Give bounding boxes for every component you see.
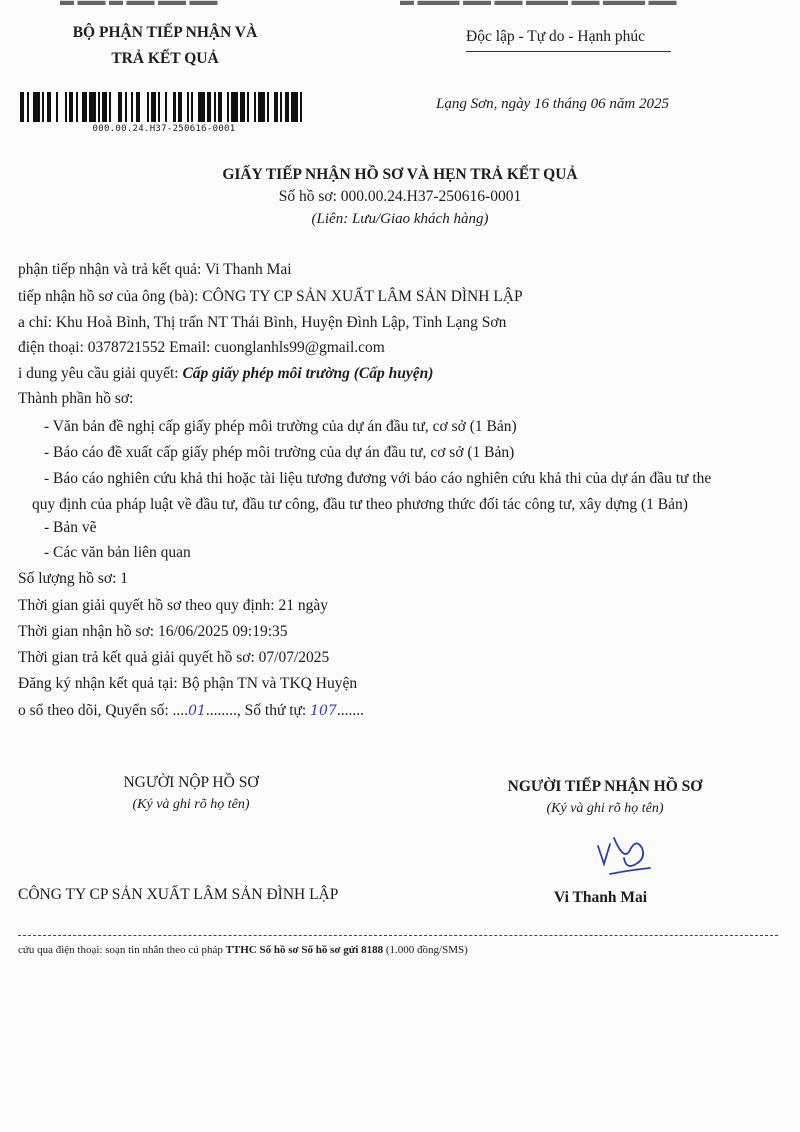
copy-note: (Liên: Lưu/Giao khách hàng): [311, 211, 489, 227]
component-item-continued: quy định của pháp luật về đầu tư, đầu tư công, đầu tư theo phương thức đối tác công tư, xây dựng (1 Bản): [32, 496, 688, 513]
barcode: [20, 92, 308, 122]
receiver-signature: [590, 824, 660, 882]
barcode-bar: [111, 92, 118, 122]
component-item: - Các văn bản liên quan: [44, 544, 191, 561]
component-item: - Bản vẽ: [44, 519, 97, 536]
pickup-place: Đăng ký nhận kết quả tại: Bộ phận TN và TKQ Huyện: [18, 675, 358, 692]
ledger-book-handwritten: 01: [188, 703, 206, 719]
department-line-2: TRẢ KẾT QUẢ: [111, 50, 219, 67]
footer-note: [18, 944, 468, 956]
component-item: - Báo cáo đề xuất cấp giấy phép môi trường của dự án đầu tư, cơ sở (1 Bản): [44, 444, 515, 461]
footer-note-bold: TTHC Số hồ sơ Số hồ sơ gửi 8188: [225, 944, 384, 956]
receiver-name: Vi Thanh Mai: [554, 889, 648, 906]
barcode-bar: [231, 92, 238, 122]
phone-email: điện thoại: 0378721552 Email: cuonglanhls99@gmail.com: [18, 339, 385, 356]
submitter-title: NGƯỜI NỘP HỒ SƠ: [123, 774, 259, 791]
motto-underline: [466, 51, 671, 52]
footer-note-tail: (1.000 đồng/SMS): [383, 944, 468, 956]
ledger-seq-handwritten: 107: [310, 703, 337, 719]
barcode-bar: [291, 92, 298, 122]
footer-divider: [18, 935, 778, 936]
file-number: Số hồ sơ: 000.00.24.H37-250616-0001: [278, 188, 522, 205]
ledger-line: [18, 702, 364, 720]
document-title: GIẤY TIẾP NHẬN HỒ SƠ VÀ HẸN TRẢ KẾT QUẢ: [222, 166, 578, 183]
barcode-bar: [140, 92, 147, 122]
barcode-bar: [198, 92, 205, 122]
barcode-bar: [89, 92, 96, 122]
quantity: Số lượng hồ sơ: 1: [18, 570, 129, 587]
barcode-bar: [302, 92, 306, 122]
processing-time: Thời gian giải quyết hồ sơ theo quy định: 21 ngày: [18, 597, 328, 614]
component-item: - Báo cáo nghiên cứu khả thi hoặc tài liệu tương đương với báo cáo nghiên cứu khả thi của dự án đầu tư the: [44, 470, 712, 487]
barcode-bar: [167, 92, 174, 122]
department-name: [50, 20, 280, 72]
receiver-title: NGƯỜI TIẾP NHẬN HỒ SƠ: [507, 778, 703, 795]
barcode-bar: [33, 92, 40, 122]
barcode-bar: [258, 92, 265, 122]
place-date: Lạng Sơn, ngày 16 tháng 06 năm 2025: [436, 96, 670, 112]
request: [18, 365, 433, 383]
cropped-top-text-right: ▬ ▬▬▬ ▬▬ ▬▬ ▬▬▬ ▬▬ ▬▬▬ ▬▬: [400, 0, 677, 9]
applicant: tiếp nhận hồ sơ của ông (bà): CÔNG TY CP SẢN XUẤT LÂM SẢN DÌNH LẬP: [18, 288, 523, 305]
barcode-bar: [58, 92, 65, 122]
components-label: Thành phần hồ sơ:: [18, 390, 134, 407]
submitter-note: (Ký và ghi rõ họ tên): [132, 797, 250, 812]
request-label: i dung yêu cầu giải quyết:: [18, 365, 179, 382]
request-value: Cấp giấy phép môi trường (Cấp huyện): [182, 365, 434, 382]
receiver-note: (Ký và ghi rõ họ tên): [546, 801, 664, 816]
national-motto: Độc lập - Tự do - Hạnh phúc: [466, 28, 645, 45]
department-line-1: BỘ PHẬN TIẾP NHẬN VÀ: [72, 24, 258, 41]
footer-note-plain: cứu qua điện thoại: soạn tin nhắn theo cú pháp: [18, 944, 226, 956]
return-time: Thời gian trả kết quả giải quyết hồ sơ: 07/07/2025: [18, 649, 330, 666]
submitter-name: CÔNG TY CP SẢN XUẤT LÂM SẢN ĐÌNH LẬP: [18, 886, 339, 903]
receiving-dept: phận tiếp nhận và trả kết quả: Vi Thanh Mai: [18, 261, 292, 278]
barcode-text: 000.00.24.H37-250616-0001: [92, 124, 236, 134]
cropped-top-text-left: ▬ ▬▬ ▬ ▬▬ ▬▬ ▬▬: [60, 0, 218, 9]
component-item: - Văn bản đề nghị cấp giấy phép môi trường của dự án đầu tư, cơ sở (1 Bản): [44, 418, 517, 435]
address: a chỉ: Khu Hoà Bình, Thị trấn NT Thái Bình, Huyện Đình Lập, Tỉnh Lạng Sơn: [18, 314, 507, 331]
received-time: Thời gian nhận hồ sơ: 16/06/2025 09:19:35: [18, 623, 288, 640]
ledger-middle: ........, Số thứ tự:: [205, 702, 311, 719]
ledger-prefix: o sổ theo dõi, Quyển số: ....: [18, 702, 189, 719]
ledger-suffix: .......: [336, 702, 364, 719]
